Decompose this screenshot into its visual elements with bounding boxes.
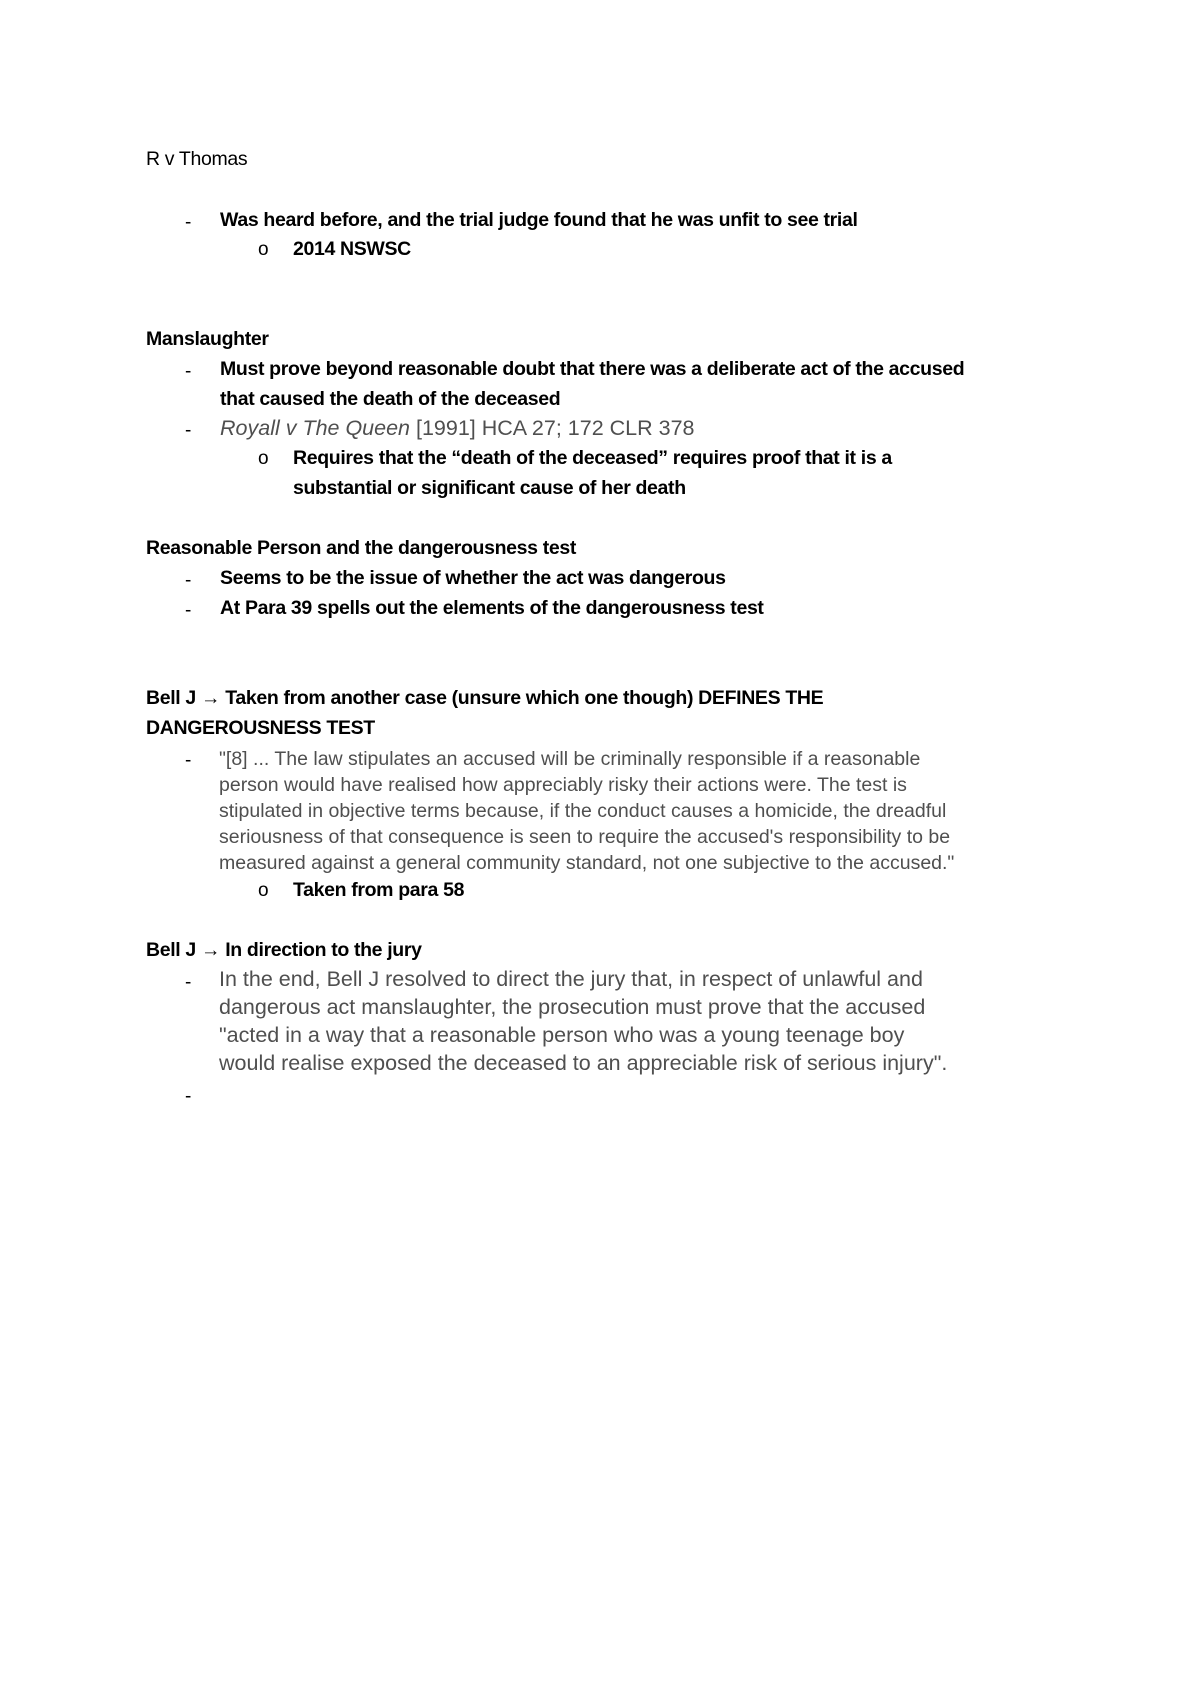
arrow-right-icon: → <box>201 939 221 961</box>
reasonable-bullet-2: At Para 39 spells out the elements of the dangerousness test <box>220 597 764 619</box>
heading-bell-j-dangerousness <box>146 687 823 710</box>
bullet-dash: - <box>185 972 192 993</box>
thomas-sub-bullet: 2014 NSWSC <box>293 238 411 260</box>
bullet-circle: o <box>258 880 269 901</box>
bullet-dash: - <box>185 570 192 591</box>
bullet-dash: - <box>185 212 192 233</box>
bullet-dash-empty: - <box>185 1086 192 1107</box>
heading-bell-j-dangerousness-line-2: DANGEROUSNESS TEST <box>146 717 375 739</box>
heading-text: Taken from another case (unsure which one though) DEFINES THE <box>220 687 824 709</box>
manslaughter-bullet-1-line-2: that caused the death of the deceased <box>220 388 561 410</box>
bullet-dash: - <box>185 420 192 441</box>
quote-line-5: measured against a general community standard, not one subjective to the accused." <box>219 852 955 874</box>
judge-name: Bell J <box>146 939 196 961</box>
jury-direction-line-4: would realise exposed the deceased to an appreciable risk of serious injury". <box>219 1051 948 1075</box>
manslaughter-bullet-1-line-1: Must prove beyond reasonable doubt that there was a deliberate act of the accused <box>220 358 965 380</box>
jury-direction-line-2: dangerous act manslaughter, the prosecution must prove that the accused <box>219 995 926 1019</box>
bullet-dash: - <box>185 750 192 771</box>
heading-reasonable-person: Reasonable Person and the dangerousness test <box>146 537 576 559</box>
heading-bell-j-jury <box>146 939 422 962</box>
jury-direction-line-3: "acted in a way that a reasonable person who was a young teenage boy <box>219 1023 905 1047</box>
quote-line-4: seriousness of that consequence is seen to require the accused's responsibility to be <box>219 826 951 848</box>
manslaughter-sub-bullet-line-2: substantial or significant cause of her death <box>293 477 686 499</box>
jury-direction-line-1: In the end, Bell J resolved to direct the jury that, in respect of unlawful and <box>219 967 923 991</box>
thomas-bullet-1: Was heard before, and the trial judge found that he was unfit to see trial <box>220 209 858 231</box>
reasonable-bullet-1: Seems to be the issue of whether the act was dangerous <box>220 567 726 589</box>
heading-manslaughter: Manslaughter <box>146 328 269 350</box>
arrow-right-icon: → <box>201 687 221 709</box>
quote-line-1: "[8] ... The law stipulates an accused will be criminally responsible if a reasonable <box>219 748 921 770</box>
bullet-circle: o <box>258 239 269 260</box>
heading-r-v-thomas: R v Thomas <box>146 148 248 170</box>
manslaughter-bullet-2 <box>220 416 694 441</box>
bullet-circle: o <box>258 448 269 469</box>
quote-line-3: stipulated in objective terms because, if the conduct causes a homicide, the dreadful <box>219 800 947 822</box>
judge-name: Bell J <box>146 687 196 709</box>
bullet-dash: - <box>185 600 192 621</box>
case-citation: [1991] HCA 27; 172 CLR 378 <box>410 416 695 440</box>
quote-line-2: person would have realised how appreciably risky their actions were. The test is <box>219 774 907 796</box>
quote-source: Taken from para 58 <box>293 879 465 901</box>
heading-text: In direction to the jury <box>220 939 422 961</box>
bullet-dash: - <box>185 361 192 382</box>
case-name-royall: Royall v The Queen <box>220 416 411 440</box>
manslaughter-sub-bullet-line-1: Requires that the “death of the deceased” requires proof that it is a <box>293 447 892 469</box>
